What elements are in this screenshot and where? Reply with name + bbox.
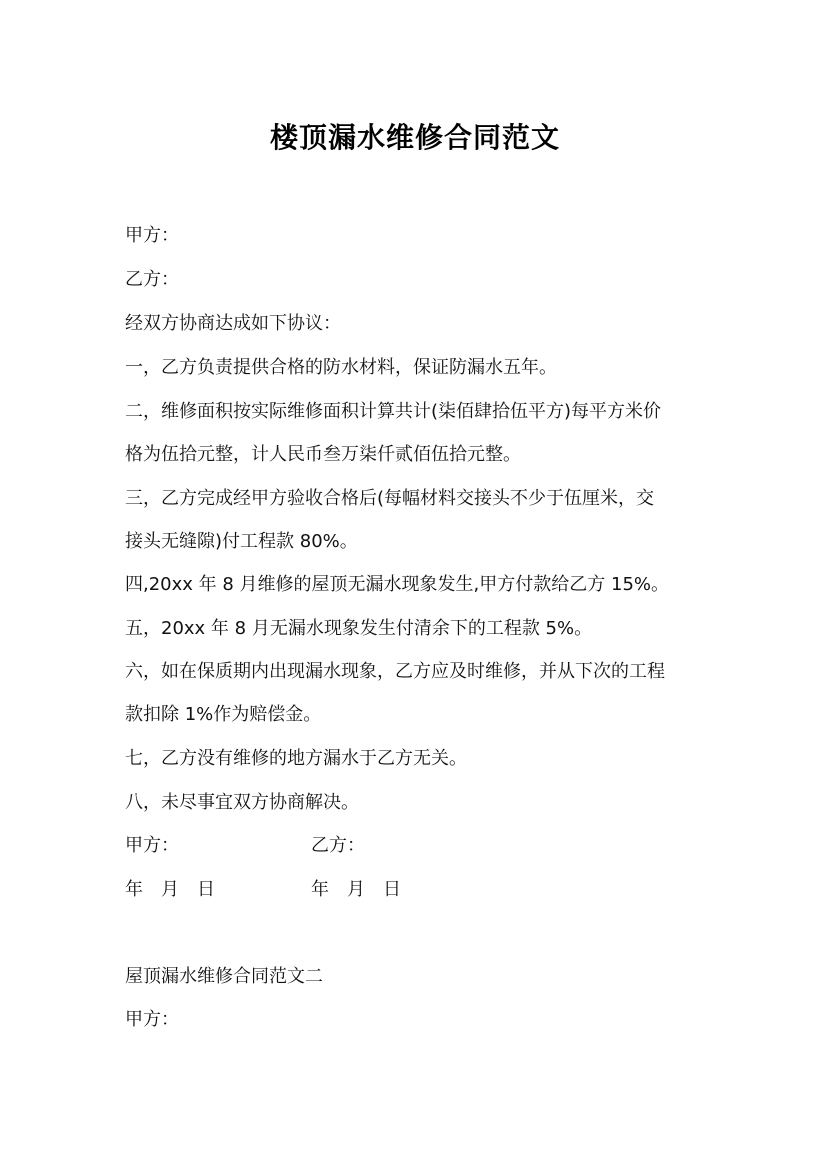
agreement-intro: 经双方协商达成如下协议： (125, 313, 341, 334)
signature-date-a: 年 月 日 (125, 879, 215, 900)
clause-3-line-2: 接头无缝隙)付工程款 80%。 (125, 531, 358, 552)
signature-party-a: 甲方： (125, 835, 179, 856)
clause-6-line-1: 六，如在保质期内出现漏水现象，乙方应及时维修，并从下次的工程 (125, 661, 665, 682)
document-title: 楼顶漏水维修合同范文 (269, 121, 560, 154)
clause-2-line-1: 二，维修面积按实际维修面积计算共计(柒佰肆拾伍平方)每平方米价 (125, 401, 662, 422)
clause-4: 四,20xx 年 8 月维修的屋顶无漏水现象发生,甲方付款给乙方 15%。 (125, 574, 669, 595)
clause-1: 一，乙方负责提供合格的防水材料，保证防漏水五年。 (125, 357, 557, 378)
clause-6-line-2: 款扣除 1%作为赔偿金。 (125, 704, 322, 725)
party-b-line: 乙方： (125, 269, 179, 290)
clause-8: 八，未尽事宜双方协商解决。 (125, 792, 359, 813)
clause-2-line-2: 格为伍拾元整，计人民币叁万柒仟贰佰伍拾元整。 (125, 444, 521, 465)
party-a-line: 甲方： (125, 225, 179, 246)
clause-7: 七，乙方没有维修的地方漏水于乙方无关。 (125, 748, 467, 769)
clause-3-line-1: 三，乙方完成经甲方验收合格后(每幅材料交接头不少于伍厘米，交 (125, 488, 655, 509)
clause-5: 五，20xx 年 8 月无漏水现象发生付清余下的工程款 5%。 (125, 618, 593, 639)
section-2-party-a: 甲方： (125, 1009, 179, 1030)
section-2-title: 屋顶漏水维修合同范文二 (125, 966, 323, 987)
signature-date-b: 年 月 日 (311, 879, 401, 900)
signature-party-b: 乙方： (311, 835, 365, 856)
